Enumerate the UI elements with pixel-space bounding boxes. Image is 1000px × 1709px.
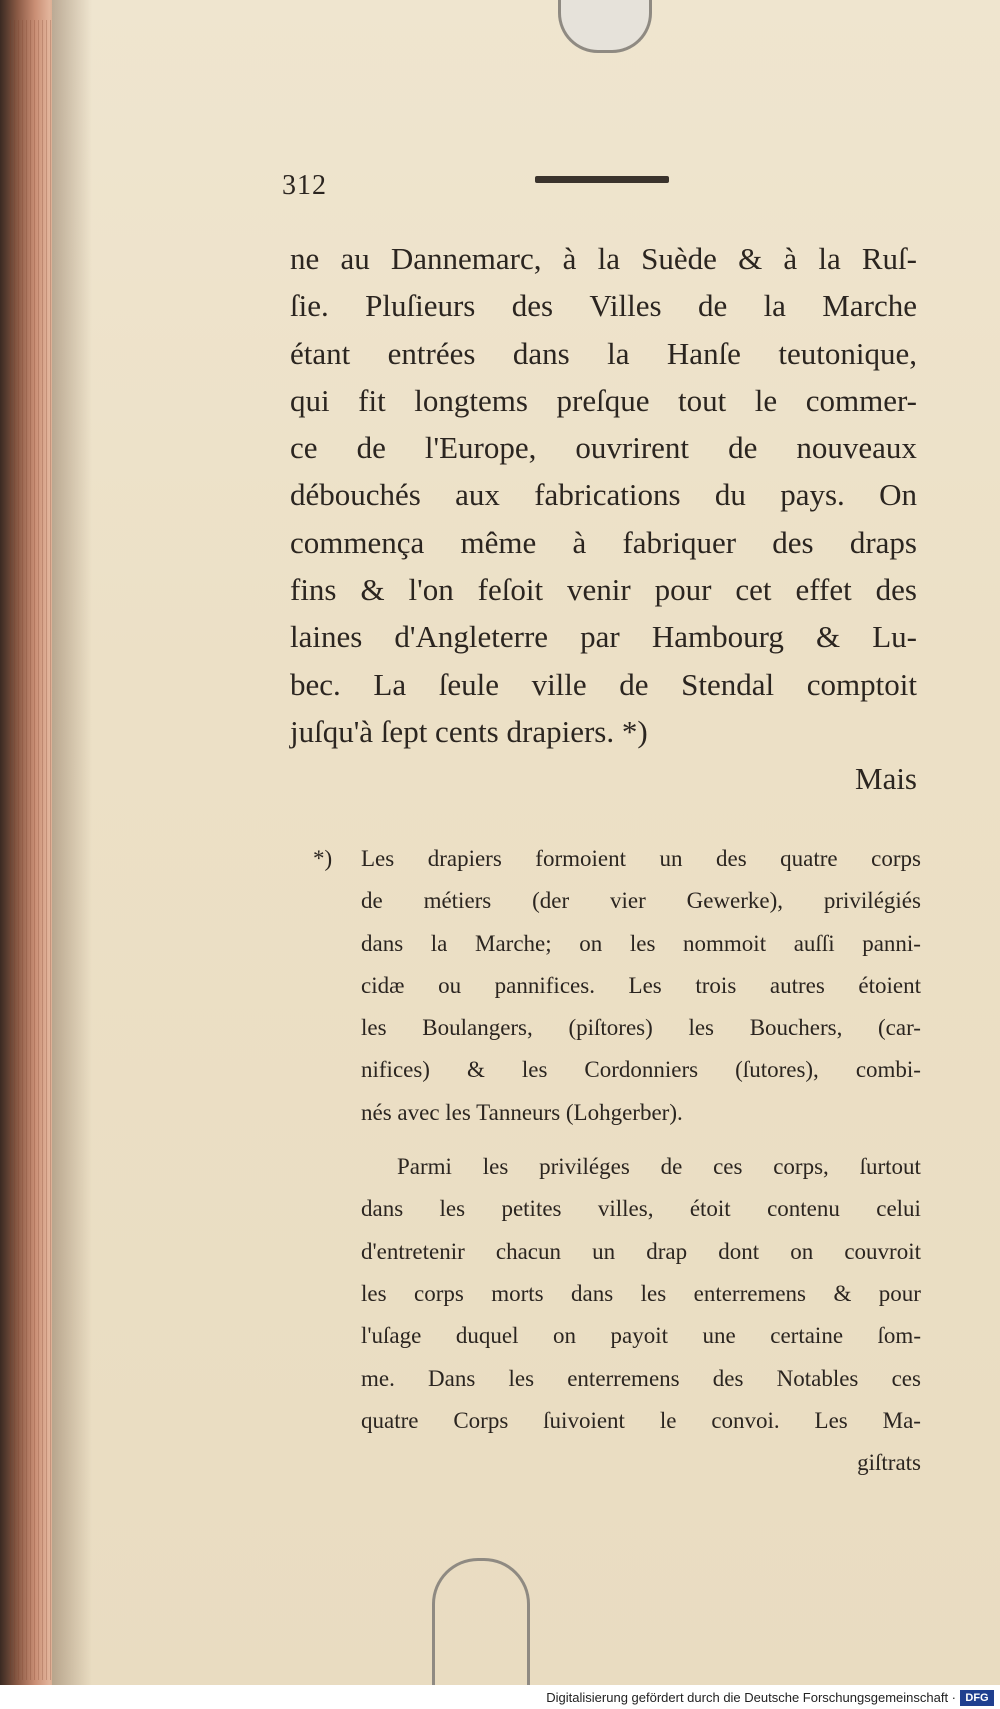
footnote-line: les Boulangers, (piſtores) les Bouchers, (car- bbox=[361, 1015, 921, 1041]
footnote-line: nés avec les Tanneurs (Lohgerber). bbox=[361, 1099, 683, 1125]
text-line: qui fit longtems preſque tout le commer- bbox=[290, 382, 917, 418]
page-clip-bottom bbox=[432, 1558, 530, 1701]
dfg-logo: DFG bbox=[960, 1690, 994, 1706]
page-edge-lines bbox=[10, 20, 54, 1680]
footnote-paragraph-2 bbox=[325, 1146, 921, 1484]
catchword: Mais bbox=[855, 761, 917, 797]
book-page-edges bbox=[0, 0, 58, 1709]
footnote-line: l'uſage duquel on payoit une certaine ſom- bbox=[361, 1323, 921, 1349]
digitization-footer bbox=[0, 1685, 1000, 1709]
footnote-block bbox=[313, 838, 921, 1484]
footnote-line: d'entretenir chacun un drap dont on couvroit bbox=[361, 1238, 921, 1264]
footnote-marker: *) bbox=[313, 846, 333, 871]
text-line: ſie. Pluſieurs des Villes de la Marche bbox=[290, 288, 917, 324]
footnote-line: dans la Marche; on les nommoit auſſi panni- bbox=[361, 930, 921, 956]
footnote-line: les corps morts dans les enterremens & pour bbox=[361, 1280, 921, 1306]
text-line: débouchés aux fabrications du pays. On bbox=[290, 477, 917, 513]
gutter-shadow bbox=[52, 0, 92, 1709]
text-line: fins & l'on feſoit venir pour cet effet des bbox=[290, 572, 917, 608]
footnote-paragraph-1 bbox=[313, 838, 921, 1134]
page-number: 312 bbox=[282, 170, 327, 201]
text-line: étant entrées dans la Hanſe teutonique, bbox=[290, 335, 917, 371]
footnote-line: Les drapiers formoient un des quatre corps bbox=[361, 846, 921, 871]
main-text-block bbox=[290, 235, 917, 803]
footnote-line: quatre Corps ſuivoient le convoi. Les Ma- bbox=[361, 1407, 921, 1433]
footnote-line: nifices) & les Cordonniers (ſutores), combi- bbox=[361, 1057, 921, 1083]
text-line: juſqu'à ſept cents drapiers. *) bbox=[290, 713, 648, 749]
footnote-line: Parmi les priviléges de ces corps, ſurtout bbox=[397, 1154, 921, 1180]
text-line: ne au Dannemarc, à la Suède & à la Ruſ- bbox=[290, 241, 917, 276]
footnote-catchword: giſtrats bbox=[857, 1450, 921, 1476]
text-line: bec. La ſeule ville de Stendal comptoit bbox=[290, 666, 917, 702]
text-line: laines d'Angleterre par Hambourg & Lu- bbox=[290, 619, 917, 655]
text-line: ce de l'Europe, ouvrirent de nouveaux bbox=[290, 430, 917, 466]
text-line: commença même à fabriquer des draps bbox=[290, 524, 917, 560]
footnote-line: me. Dans les enterremens des Notables ces bbox=[361, 1365, 921, 1391]
footer-credit: Digitalisierung gefördert durch die Deutsche Forschungsgemeinschaft · bbox=[546, 1690, 956, 1705]
header-rule bbox=[535, 176, 669, 183]
footnote-line: cidæ ou pannifices. Les trois autres étoient bbox=[361, 972, 921, 998]
footnote-line: dans les petites villes, étoit contenu celui bbox=[361, 1196, 921, 1222]
footnote-line: de métiers (der vier Gewerke), privilégiés bbox=[361, 888, 921, 914]
